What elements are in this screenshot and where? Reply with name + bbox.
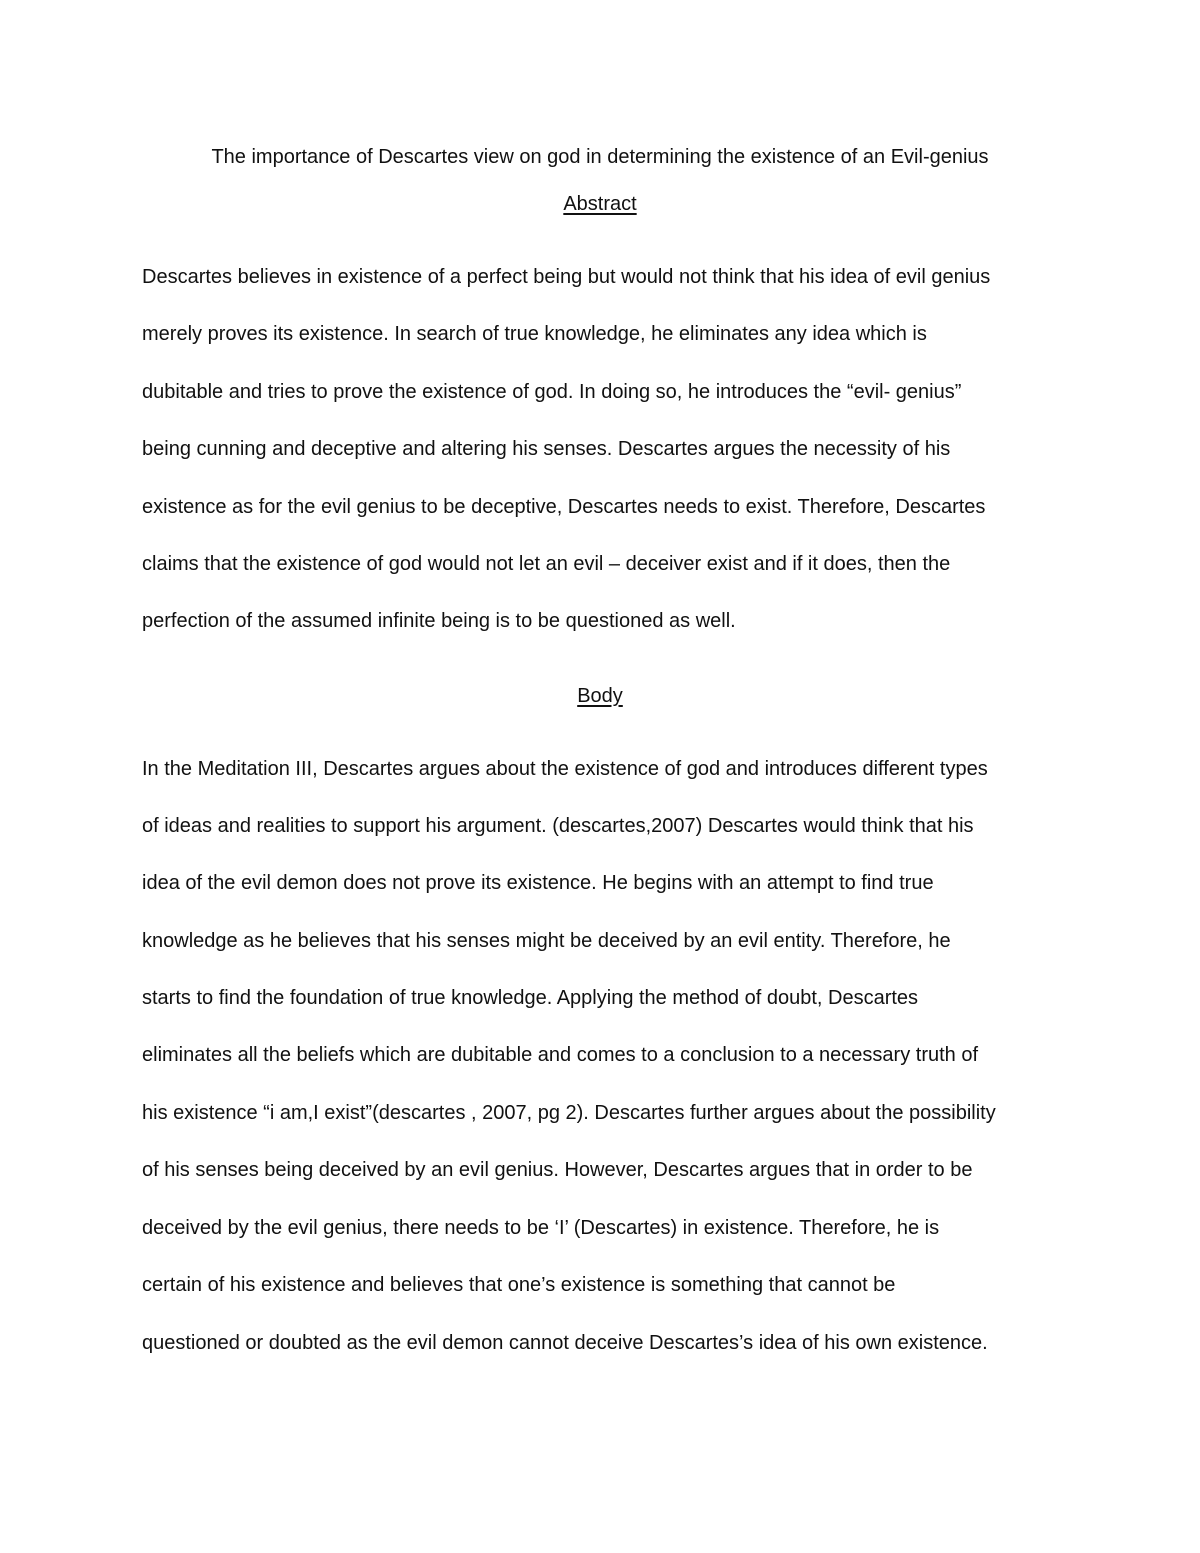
body-line: of his senses being deceived by an evil genius. However, Descartes argues that in order to be <box>142 1159 973 1181</box>
body-line: In the Meditation III, Descartes argues about the existence of god and introduces different types <box>142 758 988 780</box>
abstract-line: perfection of the assumed infinite being is to be questioned as well. <box>142 610 736 632</box>
abstract-line: dubitable and tries to prove the existence of god. In doing so, he introduces the “evil- genius” <box>142 381 962 403</box>
body-heading: Body <box>577 685 623 707</box>
abstract-line: existence as for the evil genius to be deceptive, Descartes needs to exist. Therefore, Descartes <box>142 496 986 518</box>
abstract-heading: Abstract <box>563 193 637 215</box>
body-line: eliminates all the beliefs which are dubitable and comes to a conclusion to a necessary truth of <box>142 1044 979 1066</box>
body-line: certain of his existence and believes that one’s existence is something that cannot be <box>142 1274 896 1296</box>
abstract-line: being cunning and deceptive and altering his senses. Descartes argues the necessity of his <box>142 438 951 460</box>
body-line: deceived by the evil genius, there needs to be ‘I’ (Descartes) in existence. Therefore, he is <box>142 1217 940 1239</box>
body-line: his existence “i am,I exist”(descartes , 2007, pg 2). Descartes further argues about the possibility <box>142 1102 996 1124</box>
abstract-line: merely proves its existence. In search of true knowledge, he eliminates any idea which is <box>142 323 927 345</box>
body-line: of ideas and realities to support his argument. (descartes,2007) Descartes would think that his <box>142 815 974 837</box>
abstract-line: claims that the existence of god would not let an evil – deceiver exist and if it does, then the <box>142 553 951 575</box>
body-line: questioned or doubted as the evil demon cannot deceive Descartes’s idea of his own existence. <box>142 1332 988 1354</box>
body-line: knowledge as he believes that his senses might be deceived by an evil entity. Therefore, he <box>142 930 951 952</box>
body-line: idea of the evil demon does not prove its existence. He begins with an attempt to find true <box>142 872 934 894</box>
document-title: The importance of Descartes view on god in determining the existence of an Evil-genius <box>211 146 989 168</box>
abstract-line: Descartes believes in existence of a perfect being but would not think that his idea of evil genius <box>142 266 991 288</box>
body-line: starts to find the foundation of true knowledge. Applying the method of doubt, Descartes <box>142 987 919 1009</box>
